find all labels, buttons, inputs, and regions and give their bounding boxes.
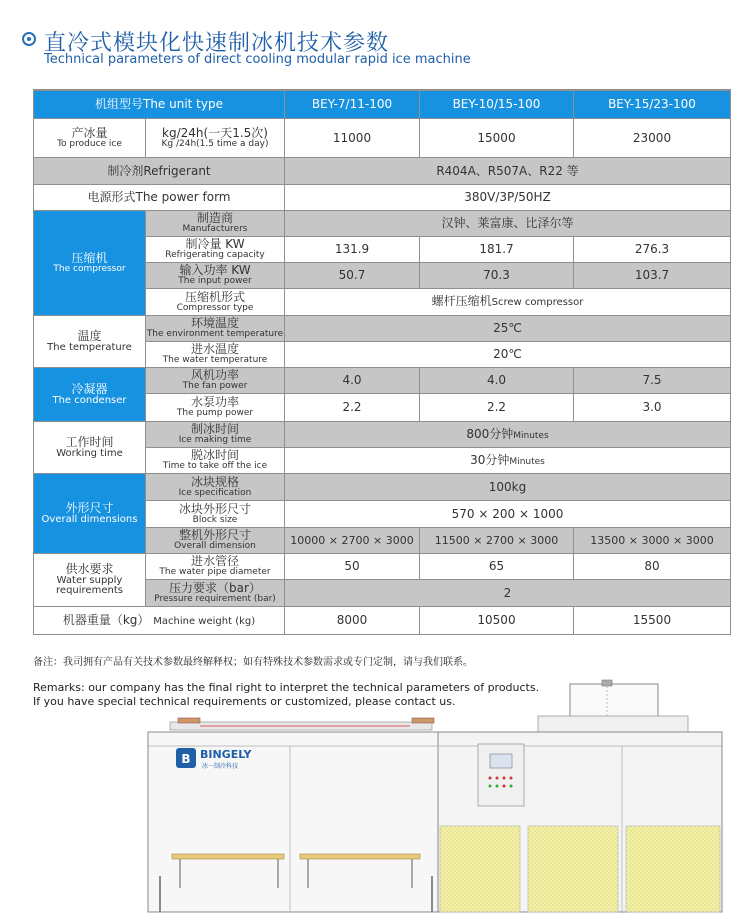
env-temp-value: 25℃ bbox=[285, 316, 731, 342]
spec-table bbox=[33, 89, 731, 635]
ice-spec-value: 100kg bbox=[285, 474, 731, 501]
row-ice-output bbox=[34, 119, 731, 158]
input-power-label: 输入功率 KW The input power bbox=[146, 263, 285, 289]
ice-block bbox=[528, 826, 618, 912]
ice-output-1: 11000 bbox=[285, 119, 420, 158]
pressure-label: 压力要求（bar） Pressure requirement (bar) bbox=[146, 580, 285, 607]
remarks-line-2: If you have special technical requirements or customized, please contact us. bbox=[33, 695, 456, 708]
pipe-diameter-2: 65 bbox=[420, 554, 574, 580]
ice-output-label: 产冰量 To produce ice bbox=[34, 119, 146, 158]
ice-output-3: 23000 bbox=[574, 119, 731, 158]
refrigerant-label: 制冷剂Refrigerant bbox=[34, 158, 285, 185]
pump-power-2: 2.2 bbox=[420, 394, 574, 422]
take-off-time-label: 脱冰时间 Time to take off the ice bbox=[146, 448, 285, 474]
fan-power-label: 风机功率 The fan power bbox=[146, 368, 285, 394]
pipe-diameter-1: 50 bbox=[285, 554, 420, 580]
row-refrigerant bbox=[34, 158, 731, 185]
water-supply-group-label: 供水要求 Water supply requirements bbox=[34, 554, 146, 607]
power-form-label: 电源形式The power form bbox=[34, 185, 285, 211]
svg-text:BINGELY: BINGELY bbox=[200, 748, 252, 761]
ice-tray bbox=[300, 854, 420, 859]
remarks-line-1: Remarks: our company has the final right to interpret the technical parameters of products. bbox=[33, 681, 540, 694]
pump-power-3: 3.0 bbox=[574, 394, 731, 422]
title-english: Technical parameters of direct cooling modular rapid ice machine bbox=[44, 52, 471, 67]
manufacturer-value: 汉钟、莱富康、比泽尔等 bbox=[285, 211, 731, 237]
model-1: BEY-7/11-100 bbox=[285, 91, 420, 119]
pump-power-1: 2.2 bbox=[285, 394, 420, 422]
ice-output-2: 15000 bbox=[420, 119, 574, 158]
ice-spec-label: 冰块规格 Ice specification bbox=[146, 474, 285, 501]
overall-dimension-3: 13500 × 3000 × 3000 bbox=[574, 528, 731, 554]
water-temp-value: 20℃ bbox=[285, 342, 731, 368]
compressor-group-label: 压缩机 The compressor bbox=[34, 211, 146, 316]
temperature-group-label: 温度 The temperature bbox=[34, 316, 146, 368]
dimensions-group-label: 外形尺寸 Overall dimensions bbox=[34, 474, 146, 554]
ice-tray bbox=[172, 854, 284, 859]
pump-power-label: 水泵功率 The pump power bbox=[146, 394, 285, 422]
overall-dimension-2: 11500 × 2700 × 3000 bbox=[420, 528, 574, 554]
working-time-group-label: 工作时间 Working time bbox=[34, 422, 146, 474]
weight-label: 机器重量（kg） Machine weight (kg) bbox=[34, 607, 285, 635]
svg-text:冰一制冷科技: 冰一制冷科技 bbox=[202, 763, 239, 770]
ice-block bbox=[440, 826, 520, 912]
model-3: BEY-15/23-100 bbox=[574, 91, 731, 119]
row-unit-type bbox=[34, 91, 731, 119]
block-size-value: 570 × 200 × 1000 bbox=[285, 501, 731, 528]
overall-dimension-label: 整机外形尺寸 Overall dimension bbox=[146, 528, 285, 554]
ice-making-time-label: 制冰时间 Ice making time bbox=[146, 422, 285, 448]
row-fan-power bbox=[34, 368, 731, 394]
weight-2: 10500 bbox=[420, 607, 574, 635]
row-pipe-diameter bbox=[34, 554, 731, 580]
capacity-label: 制冷量 KW Refrigerating capacity bbox=[146, 237, 285, 263]
input-power-3: 103.7 bbox=[574, 263, 731, 289]
compressor-type-value: 螺杆压缩机Screw compressor bbox=[285, 289, 731, 316]
row-manufacturer bbox=[34, 211, 731, 237]
water-temp-label: 进水温度 The water temperature bbox=[146, 342, 285, 368]
ice-making-time-value: 800分钟Minutes bbox=[285, 422, 731, 448]
ice-machine-illustration bbox=[140, 676, 740, 916]
input-power-2: 70.3 bbox=[420, 263, 574, 289]
row-power-form bbox=[34, 185, 731, 211]
fan-power-2: 4.0 bbox=[420, 368, 574, 394]
manufacturer-label: 制造商 Manufacturers bbox=[146, 211, 285, 237]
row-ice-spec bbox=[34, 474, 731, 501]
svg-text:B: B bbox=[181, 752, 191, 766]
control-panel bbox=[478, 744, 524, 806]
ice-output-unit: kg/24h(一天1.5次) Kg /24h(1.5 time a day) bbox=[146, 119, 285, 158]
capacity-2: 181.7 bbox=[420, 237, 574, 263]
env-temp-label: 环境温度 The environment temperature bbox=[146, 316, 285, 342]
unit-type-label: 机组型号The unit type bbox=[34, 91, 285, 119]
take-off-time-value: 30分钟Minutes bbox=[285, 448, 731, 474]
notes-chinese: 备注：我司拥有产品有关技术参数最终解释权；如有特殊技术参数需求或专门定制，请与我们联系。 bbox=[33, 657, 473, 668]
overall-dimension-1: 10000 × 2700 × 3000 bbox=[285, 528, 420, 554]
fan-power-1: 4.0 bbox=[285, 368, 420, 394]
bullet-circle-icon bbox=[22, 32, 36, 46]
fan-power-3: 7.5 bbox=[574, 368, 731, 394]
weight-1: 8000 bbox=[285, 607, 420, 635]
row-env-temp bbox=[34, 316, 731, 342]
pressure-value: 2 bbox=[285, 580, 731, 607]
title-chinese: 直冷式模块化快速制冰机技术参数 bbox=[44, 31, 390, 56]
condenser-group-label: 冷凝器 The condenser bbox=[34, 368, 146, 422]
capacity-1: 131.9 bbox=[285, 237, 420, 263]
ice-block bbox=[626, 826, 720, 912]
pipe-diameter-3: 80 bbox=[574, 554, 731, 580]
input-power-1: 50.7 bbox=[285, 263, 420, 289]
weight-3: 15500 bbox=[574, 607, 731, 635]
block-size-label: 冰块外形尺寸 Block size bbox=[146, 501, 285, 528]
row-weight bbox=[34, 607, 731, 635]
model-2: BEY-10/15-100 bbox=[420, 91, 574, 119]
compressor-type-label: 压缩机形式 Compressor type bbox=[146, 289, 285, 316]
refrigerant-value: R404A、R507A、R22 等 bbox=[285, 158, 731, 185]
capacity-3: 276.3 bbox=[574, 237, 731, 263]
row-ice-making-time bbox=[34, 422, 731, 448]
power-form-value: 380V/3P/50HZ bbox=[285, 185, 731, 211]
pipe-diameter-label: 进水管径 The water pipe diameter bbox=[146, 554, 285, 580]
